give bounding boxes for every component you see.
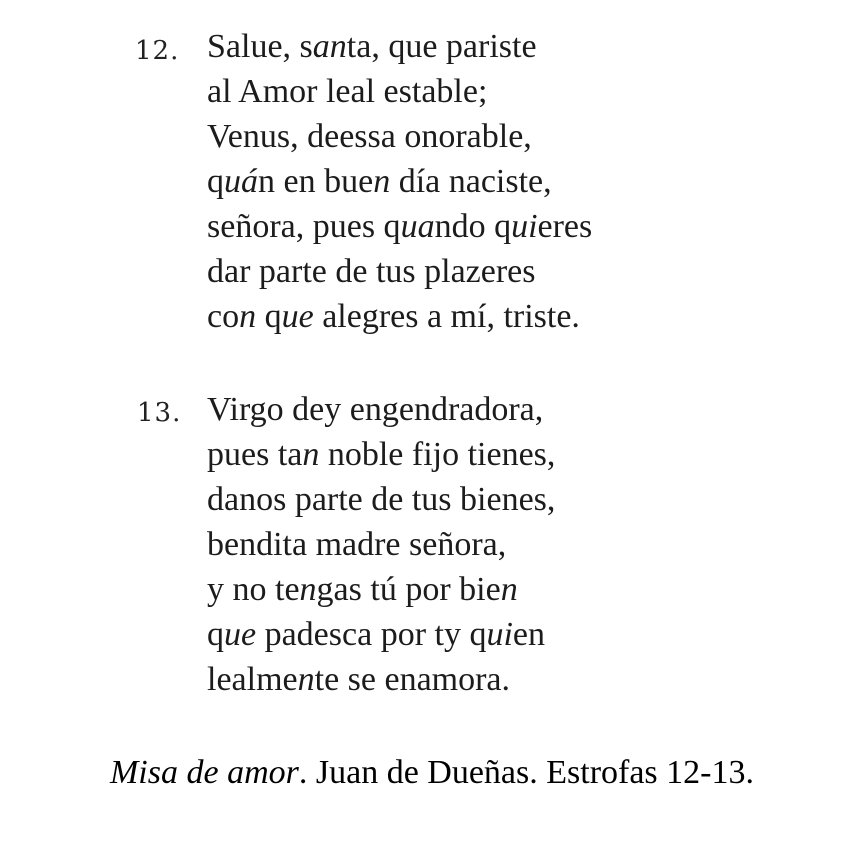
verse-line: [207, 477, 555, 522]
verse-segment: q: [207, 616, 224, 653]
verse-segment-italic: n: [299, 571, 317, 608]
verse-segment: Virgo dey engendradora,: [207, 391, 544, 428]
caption: [0, 754, 864, 792]
verse-segment-italic: n: [297, 661, 315, 698]
verse-segment: n en bue: [258, 163, 374, 200]
stanza-number: 12.: [135, 36, 180, 66]
verse-segment: día naciste,: [390, 163, 552, 200]
verse-line: [207, 204, 592, 249]
verse-segment: q: [256, 298, 282, 335]
verse-segment: Venus, deessa onorable,: [207, 118, 532, 155]
verse-line: [207, 657, 555, 702]
verse-segment-italic: n: [500, 571, 518, 608]
verse-segment-italic: n: [239, 298, 257, 335]
verse-segment-italic: uá: [224, 163, 258, 200]
verse-segment-italic: an: [312, 28, 347, 65]
verse-line: [207, 387, 555, 432]
verse-segment-italic: ua: [400, 208, 435, 245]
verse-segment-italic: ui: [511, 208, 538, 245]
verse-line: [207, 567, 555, 612]
verse-segment: dar parte de tus plazeres: [207, 253, 536, 290]
verse-segment-italic: n: [302, 436, 320, 473]
verse-segment-italic: n: [373, 163, 391, 200]
verse-segment: noble fijo tienes,: [319, 436, 556, 473]
verse-segment: Salue, s: [207, 28, 313, 65]
verse-line: [207, 522, 555, 567]
verse-segment: eres: [537, 208, 593, 245]
verse-segment: gas tú por bie: [316, 571, 501, 608]
verse-segment: y no te: [207, 571, 300, 608]
verse-segment: danos parte de tus bienes,: [207, 481, 556, 518]
stanza-verses: [207, 387, 555, 702]
verse-segment: te se enamora.: [314, 661, 511, 698]
verse-segment: en: [512, 616, 546, 653]
verse-segment: co: [207, 298, 240, 335]
verse-segment-italic: ue: [224, 616, 257, 653]
work-title: Misa de amor: [109, 754, 299, 791]
verse-segment: señora, pues q: [207, 208, 401, 245]
verse-line: [207, 612, 555, 657]
verse-segment: bendita madre señora,: [207, 526, 507, 563]
stanza-verses: [207, 24, 592, 339]
verse-segment: lealme: [207, 661, 298, 698]
verse-line: [207, 249, 592, 294]
verse-line: [207, 69, 592, 114]
verse-segment: q: [207, 163, 224, 200]
verse-segment-italic: ui: [486, 616, 513, 653]
verse-line: [207, 432, 555, 477]
verse-segment-italic: ue: [281, 298, 314, 335]
verse-segment: ta, que pariste: [346, 28, 537, 65]
verse-line: [207, 24, 592, 69]
verse-segment: alegres a mí, triste.: [313, 298, 580, 335]
verse-line: [207, 114, 592, 159]
verse-segment: padesca por ty q: [256, 616, 487, 653]
stanza-number: 13.: [137, 398, 182, 428]
verse-segment: ndo q: [434, 208, 512, 245]
verse-line: [207, 294, 592, 339]
verse-segment: al Amor leal estable;: [207, 73, 488, 110]
verse-segment: pues ta: [207, 436, 303, 473]
caption-author-and-stanzas: . Juan de Dueñas. Estrofas 12-13.: [298, 754, 754, 791]
verse-line: [207, 159, 592, 204]
